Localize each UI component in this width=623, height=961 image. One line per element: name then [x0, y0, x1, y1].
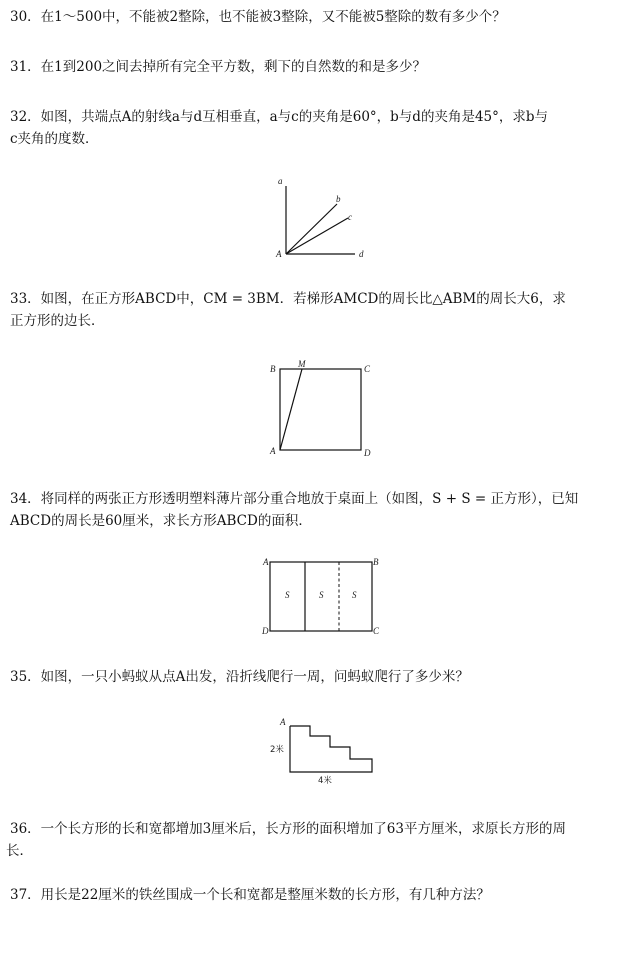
figure-35-staircase — [266, 714, 386, 789]
label-D: D — [364, 448, 371, 458]
label-C: C — [364, 364, 371, 374]
label-A: A — [263, 557, 269, 567]
question-text-line1: 32．如图，共端点A的射线a与d互相垂直，a与c的夹角是60°，b与d的夹角是45°，求b与 — [10, 109, 549, 125]
square-diagram — [268, 360, 378, 460]
segment-AM — [280, 369, 302, 450]
figure-32-rays — [270, 172, 380, 262]
question-text-line2: 长． — [6, 843, 33, 859]
question-31 — [10, 56, 610, 78]
label-s3: S — [352, 590, 357, 600]
figure-33-square — [268, 360, 378, 460]
label-s2: S — [319, 590, 324, 600]
label-width: 4米 — [318, 776, 332, 786]
label-C: C — [373, 626, 380, 636]
staircase-diagram — [266, 714, 386, 789]
question-32 — [10, 106, 610, 150]
label-A: A — [270, 446, 276, 456]
label-c: c — [348, 212, 352, 222]
rays-diagram — [270, 172, 380, 262]
staircase-path — [290, 726, 372, 772]
question-text-line1: 36．一个长方形的长和宽都增加3厘米后，长方形的面积增加了63平方厘米，求原长方形的周 — [10, 821, 566, 837]
label-a: a — [278, 176, 283, 186]
label-B: B — [270, 364, 276, 374]
label-A: A — [276, 249, 282, 259]
question-34 — [10, 488, 610, 532]
figure-34-rectangle — [260, 554, 385, 639]
question-text-line2: 正方形的边长． — [10, 313, 105, 329]
label-D: D — [262, 626, 269, 636]
question-text: 35．如图，一只小蚂蚁从点A出发，沿折线爬行一周，问蚂蚁爬行了多少米？ — [10, 669, 469, 685]
question-30 — [10, 6, 610, 28]
label-b: b — [336, 194, 341, 204]
question-text-line1: 34．将同样的两张正方形透明塑料薄片部分重合地放于桌面上（如图，S + S = 正方形），已知 — [10, 491, 579, 507]
label-B: B — [373, 557, 379, 567]
question-text: 31．在1到200之间去掉所有完全平方数，剩下的自然数的和是多少？ — [10, 59, 427, 75]
question-text-line2: ABCD的周长是60厘米，求长方形ABCD的面积． — [10, 513, 312, 529]
label-d: d — [359, 249, 364, 259]
question-35 — [10, 666, 610, 688]
question-33 — [10, 288, 610, 332]
label-s1: S — [285, 590, 290, 600]
question-37 — [10, 884, 610, 906]
question-36 — [6, 818, 610, 862]
question-text: 30．在1～500中，不能被2整除，也不能被3整除，又不能被5整除的数有多少个？ — [10, 9, 506, 25]
square-ABCD — [280, 369, 361, 450]
question-text-line1: 33．如图，在正方形ABCD中，CM = 3BM．若梯形AMCD的周长比△ABM的周长大6，求 — [10, 291, 566, 307]
label-A: A — [280, 717, 286, 727]
rectangle-diagram — [260, 554, 385, 639]
label-height: 2米 — [270, 745, 284, 755]
question-text-line2: c夹角的度数． — [10, 131, 99, 147]
label-M: M — [298, 359, 306, 369]
question-text: 37．用长是22厘米的铁丝围成一个长和宽都是整厘米数的长方形，有几种方法？ — [10, 887, 490, 903]
